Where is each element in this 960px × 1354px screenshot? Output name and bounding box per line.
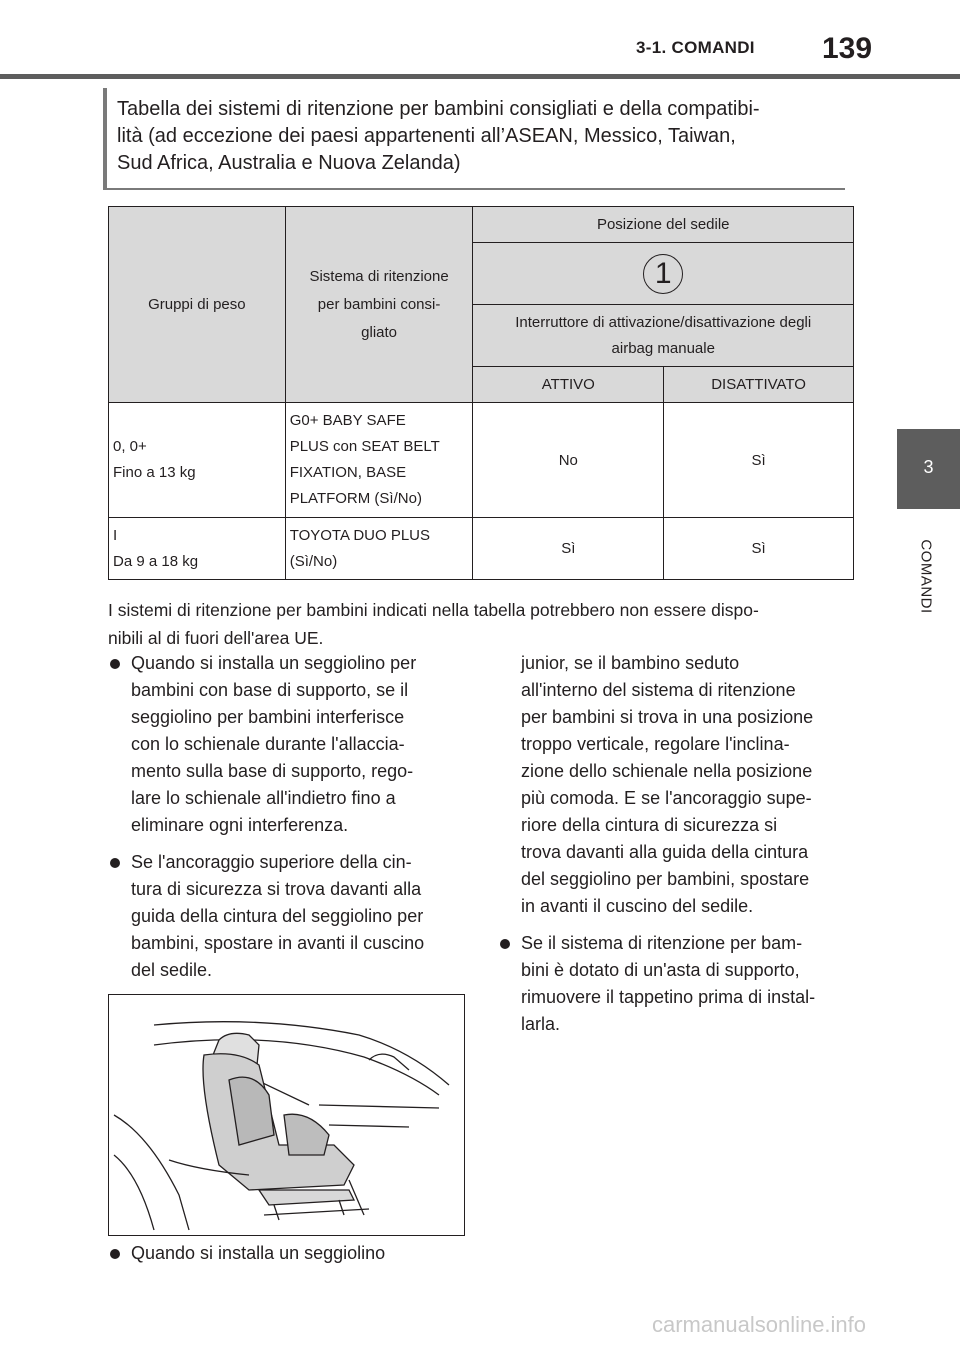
text-line: Quando si installa un seggiolino	[131, 1243, 386, 1263]
intro-text	[117, 96, 842, 177]
text-line: eliminare ogni interferenza.	[131, 815, 349, 835]
seat-position-label: Posizione del sedile	[596, 216, 730, 233]
text-line: Quando si installa un seggiolino per	[131, 653, 417, 673]
system-cell	[285, 518, 473, 580]
chapter-number: 3	[923, 457, 934, 477]
child-seat-illustration	[108, 994, 465, 1236]
text-line: più comoda. E se l'ancoraggio supe-	[521, 788, 812, 808]
text-line: trova davanti alla guida della cintura	[521, 842, 809, 862]
table-row	[109, 518, 854, 580]
seat-number-1-icon: 1	[643, 254, 683, 294]
note-line: I sistemi di ritenzione per bambini indicati nella tabella potrebbero non essere dispo-	[108, 600, 759, 620]
text-line: all'interno del sistema di ritenzione	[521, 680, 796, 700]
weight-line: I	[113, 526, 118, 544]
text-line: Se il sistema di ritenzione per bam-	[521, 933, 803, 953]
system-line: FIXATION, BASE	[289, 464, 407, 481]
weight-cell	[109, 518, 286, 580]
list-item-continuation	[498, 650, 848, 920]
text-line: Se l'ancoraggio superiore della cin-	[131, 852, 412, 872]
text-line: zione dello schienale nella posizione	[521, 761, 813, 781]
header-airbag-switch	[473, 305, 854, 367]
text-line: junior, se il bambino seduto	[521, 653, 740, 673]
text-line: bambini con base di supporto, se il	[131, 680, 409, 700]
page-header	[0, 0, 960, 82]
airbag-switch-line: Interruttore di attivazione/disattivazione degli	[515, 313, 812, 331]
text-line: guida della cintura del seggiolino per	[131, 906, 424, 926]
weight-line: 0, 0+	[113, 438, 147, 455]
list-item	[108, 650, 458, 839]
bullet-wrapper	[108, 1240, 468, 1267]
off-value-cell: Sì	[664, 518, 854, 580]
section-title: 3-1. COMANDI	[636, 38, 755, 57]
system-cell	[285, 403, 473, 518]
weight-line: Fino a 13 kg	[113, 464, 196, 481]
header-restraint-system	[285, 207, 473, 403]
header-system-line: gliato	[361, 323, 398, 341]
text-line: con lo schienale durante l'allaccia-	[131, 734, 405, 754]
system-line: G0+ BABY SAFE	[289, 412, 406, 429]
text-line: lare lo schienale all'indietro fino a	[131, 788, 396, 808]
off-value-cell: Sì	[664, 403, 854, 518]
list-item	[108, 1240, 468, 1277]
car-seat-drawing	[109, 995, 464, 1235]
chapter-tab	[897, 429, 960, 509]
text-line: seggiolino per bambini interferisce	[131, 707, 405, 727]
intro-line: lità (ad eccezione dei paesi appartenenti all’ASEAN, Messico, Taiwan,	[117, 125, 736, 147]
on-value-cell: Sì	[473, 518, 664, 580]
text-line: mento sulla base di supporto, rego-	[131, 761, 414, 781]
on-value-cell: No	[473, 403, 664, 518]
left-column	[108, 650, 458, 994]
text-line: per bambini si trova in una posizione	[521, 707, 814, 727]
list-item	[108, 849, 458, 984]
bullet-icon	[110, 659, 120, 669]
text-line: tura di sicurezza si trova davanti alla	[131, 879, 422, 899]
table-row	[109, 403, 854, 518]
child-restraint-table	[108, 206, 854, 580]
weight-line: Da 9 a 18 kg	[113, 552, 199, 570]
intro-left-bar	[103, 88, 107, 190]
table-intro-box	[103, 88, 845, 190]
text-line: larla.	[521, 1014, 561, 1034]
intro-line: Tabella dei sistemi di ritenzione per bambini consigliati e della compatibi-	[117, 98, 760, 120]
note-line: nibili al di fuori dell'area UE.	[108, 628, 324, 648]
text-line: in avanti il cuscino del sedile.	[521, 896, 754, 916]
intro-line: Sud Africa, Australia e Nuova Zelanda)	[117, 152, 461, 174]
bullet-icon	[110, 858, 120, 868]
chapter-label-text: COMANDI	[917, 539, 935, 614]
header-system-line: per bambini consi-	[317, 295, 441, 313]
watermark: carmanualsonline.info	[652, 1312, 867, 1337]
intro-bottom-rule	[103, 188, 845, 190]
system-line: (Sì/No)	[289, 552, 338, 570]
chapter-label	[910, 520, 940, 640]
header-rule	[0, 74, 960, 79]
header-seat-position	[473, 207, 854, 243]
header-off	[664, 367, 854, 403]
bullet-icon	[500, 939, 510, 949]
header-system-line: Sistema di ritenzione	[309, 267, 449, 285]
text-line: del sedile.	[131, 960, 213, 980]
right-column	[498, 650, 848, 1048]
system-line: TOYOTA DUO PLUS	[289, 526, 431, 544]
list-item	[498, 930, 848, 1038]
system-line: PLATFORM (Sì/No)	[289, 490, 422, 507]
weight-cell	[109, 403, 286, 518]
text-line: bini è dotato di un'asta di supporto,	[521, 960, 800, 980]
page-number: 139	[822, 32, 873, 65]
text-line: riore della cintura di sicurezza si	[521, 815, 778, 835]
bullet-icon	[110, 1249, 120, 1259]
header-weight-group	[109, 207, 286, 403]
system-line: PLUS con SEAT BELT	[289, 438, 440, 455]
text-line: troppo verticale, regolare l'inclina-	[521, 734, 790, 754]
header-seat-icon-cell	[473, 243, 854, 305]
header-on	[473, 367, 664, 403]
on-label: ATTIVO	[541, 376, 595, 393]
text-line: del seggiolino per bambini, spostare	[521, 869, 810, 889]
header-weight-label: Gruppi di peso	[148, 296, 246, 313]
text-line: bambini, spostare in avanti il cuscino	[131, 933, 425, 953]
text-line: rimuovere il tappetino prima di instal-	[521, 987, 816, 1007]
airbag-switch-line: airbag manuale	[611, 339, 715, 357]
eu-availability-note	[108, 596, 858, 652]
off-label: DISATTIVATO	[711, 376, 806, 393]
